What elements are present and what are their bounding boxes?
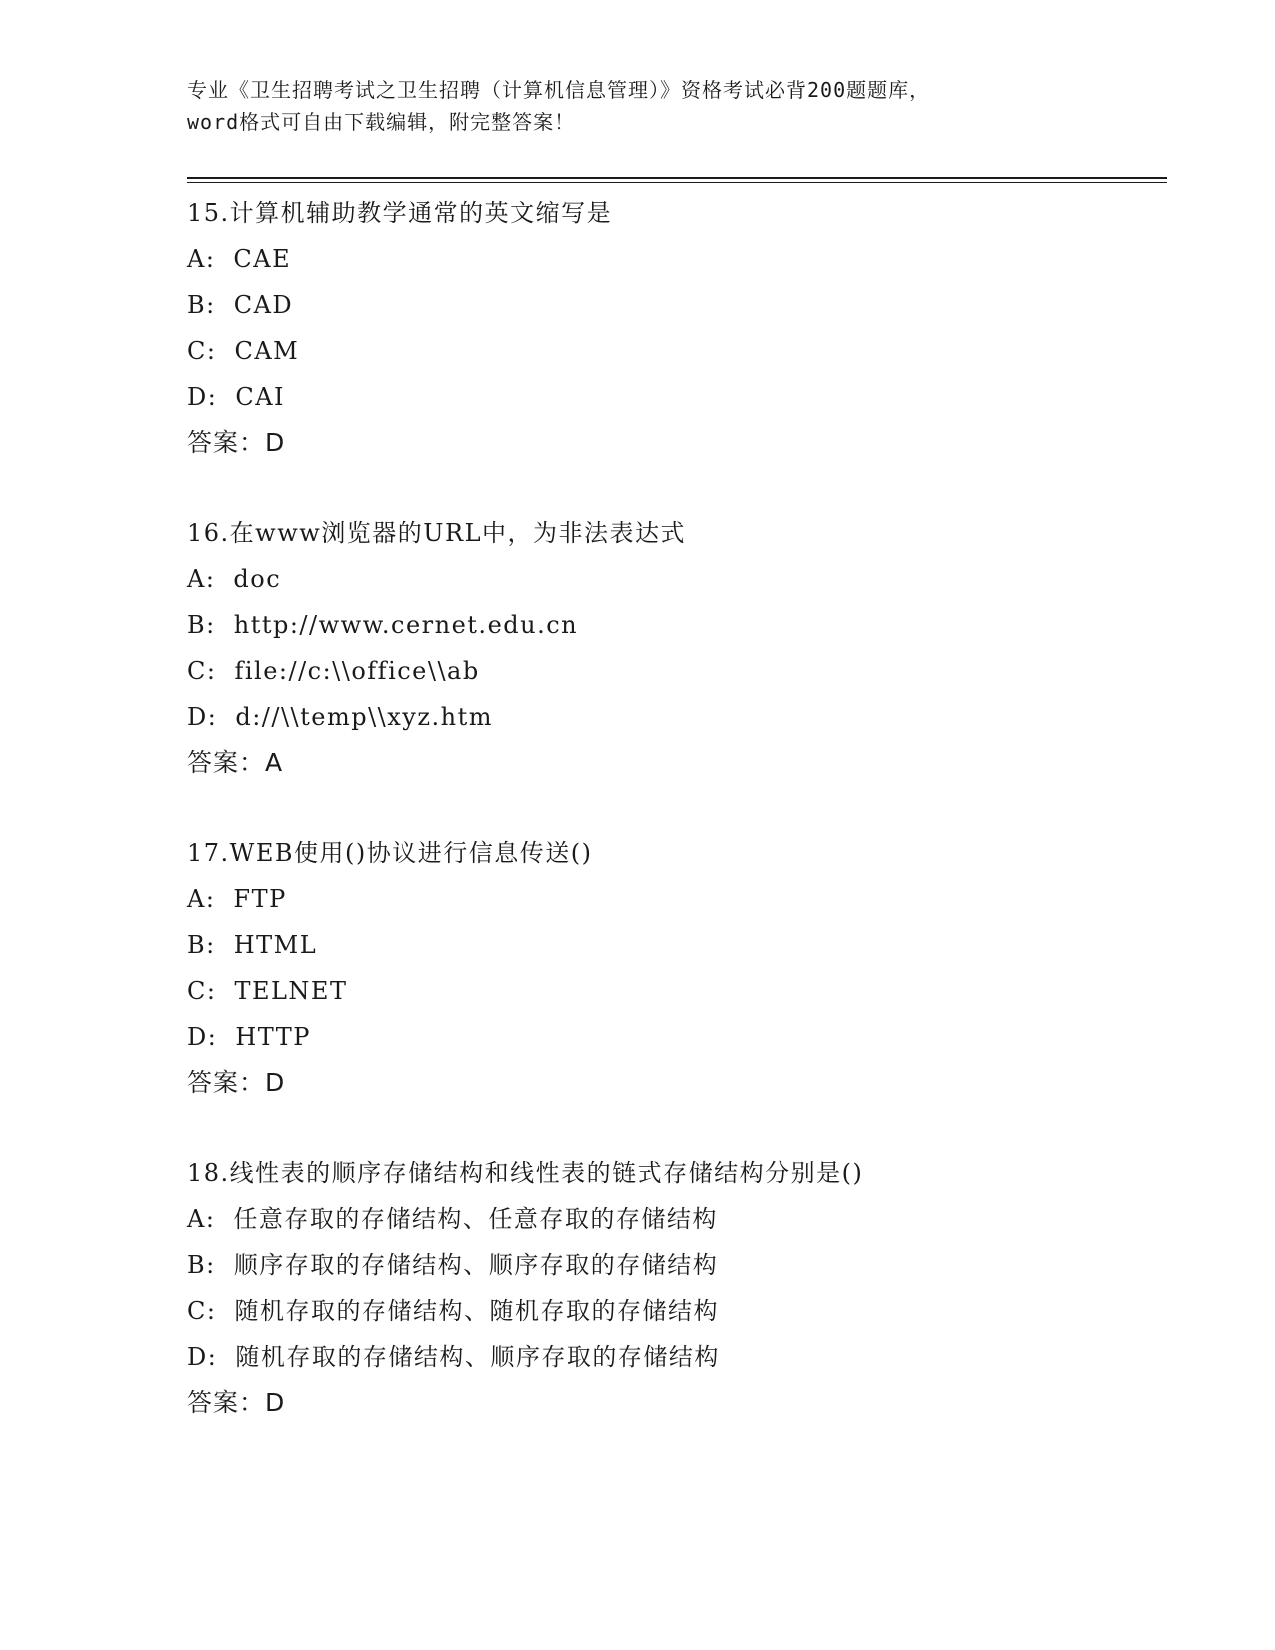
option-a [187,1196,1167,1242]
answer-label: 答案：D [187,1388,286,1417]
option-text: 顺序存取的存储结构、顺序存取的存储结构 [233,1251,719,1279]
header-line-1: 专业《卫生招聘考试之卫生招聘（计算机信息管理）》资格考试必背200题题库， [187,78,931,102]
question-block [187,190,1167,466]
option-text: 随机存取的存储结构、随机存取的存储结构 [234,1297,719,1325]
option-text: doc [233,565,282,593]
option-c [187,328,1167,374]
option-letter: D: [187,383,218,411]
option-letter: B: [187,291,216,319]
option-a [187,556,1167,602]
option-text: CAM [234,337,300,365]
option-letter: B: [187,1251,216,1279]
option-b [187,602,1167,648]
option-letter: C: [187,1297,217,1325]
option-letter: B: [187,931,216,959]
option-b [187,1242,1167,1288]
option-b [187,282,1167,328]
question-block [187,830,1167,1106]
option-d [187,694,1167,740]
option-text: HTTP [235,1023,311,1051]
option-text: FTP [233,885,287,913]
question-title: 18.线性表的顺序存储结构和线性表的链式存储结构分别是() [187,1159,864,1187]
option-text: d://\\temp\\xyz.htm [235,703,493,731]
option-d [187,374,1167,420]
option-a [187,876,1167,922]
option-text: CAI [235,383,286,411]
question-title: 16.在www浏览器的URL中，为非法表达式 [187,519,687,547]
header-divider-thin [187,182,1167,183]
option-letter: A: [187,565,216,593]
option-letter: D: [187,703,218,731]
option-d [187,1014,1167,1060]
question-block [187,510,1167,786]
option-text: HTML [233,931,318,959]
option-letter: D: [187,1023,218,1051]
option-text: 随机存取的存储结构、顺序存取的存储结构 [235,1343,720,1371]
option-text: CAD [233,291,294,319]
header-line-2: word格式可自由下载编辑，附完整答案！ [187,110,576,134]
option-letter: C: [187,657,217,685]
option-text: 任意存取的存储结构、任意存取的存储结构 [233,1205,718,1233]
option-c [187,648,1167,694]
option-letter: A: [187,885,216,913]
option-letter: B: [187,611,216,639]
option-text: http://www.cernet.edu.cn [233,611,579,639]
answer-label: 答案：D [187,1068,286,1097]
option-letter: A: [187,1205,216,1233]
option-d [187,1334,1167,1380]
option-text: TELNET [234,977,348,1005]
header-divider-thick [187,177,1167,179]
option-text: CAE [233,245,292,273]
option-text: file://c:\\office\\ab [234,657,480,685]
document-header [187,74,1087,138]
option-c [187,1288,1167,1334]
question-title: 15.计算机辅助教学通常的英文缩写是 [187,199,613,227]
option-a [187,236,1167,282]
option-letter: C: [187,977,217,1005]
answer-label: 答案：A [187,748,284,777]
option-letter: A: [187,245,216,273]
option-b [187,922,1167,968]
option-letter: D: [187,1343,218,1371]
option-letter: C: [187,337,217,365]
option-c [187,968,1167,1014]
answer-label: 答案：D [187,428,286,457]
question-title: 17.WEB使用()协议进行信息传送() [187,839,593,867]
question-block [187,1150,1167,1426]
